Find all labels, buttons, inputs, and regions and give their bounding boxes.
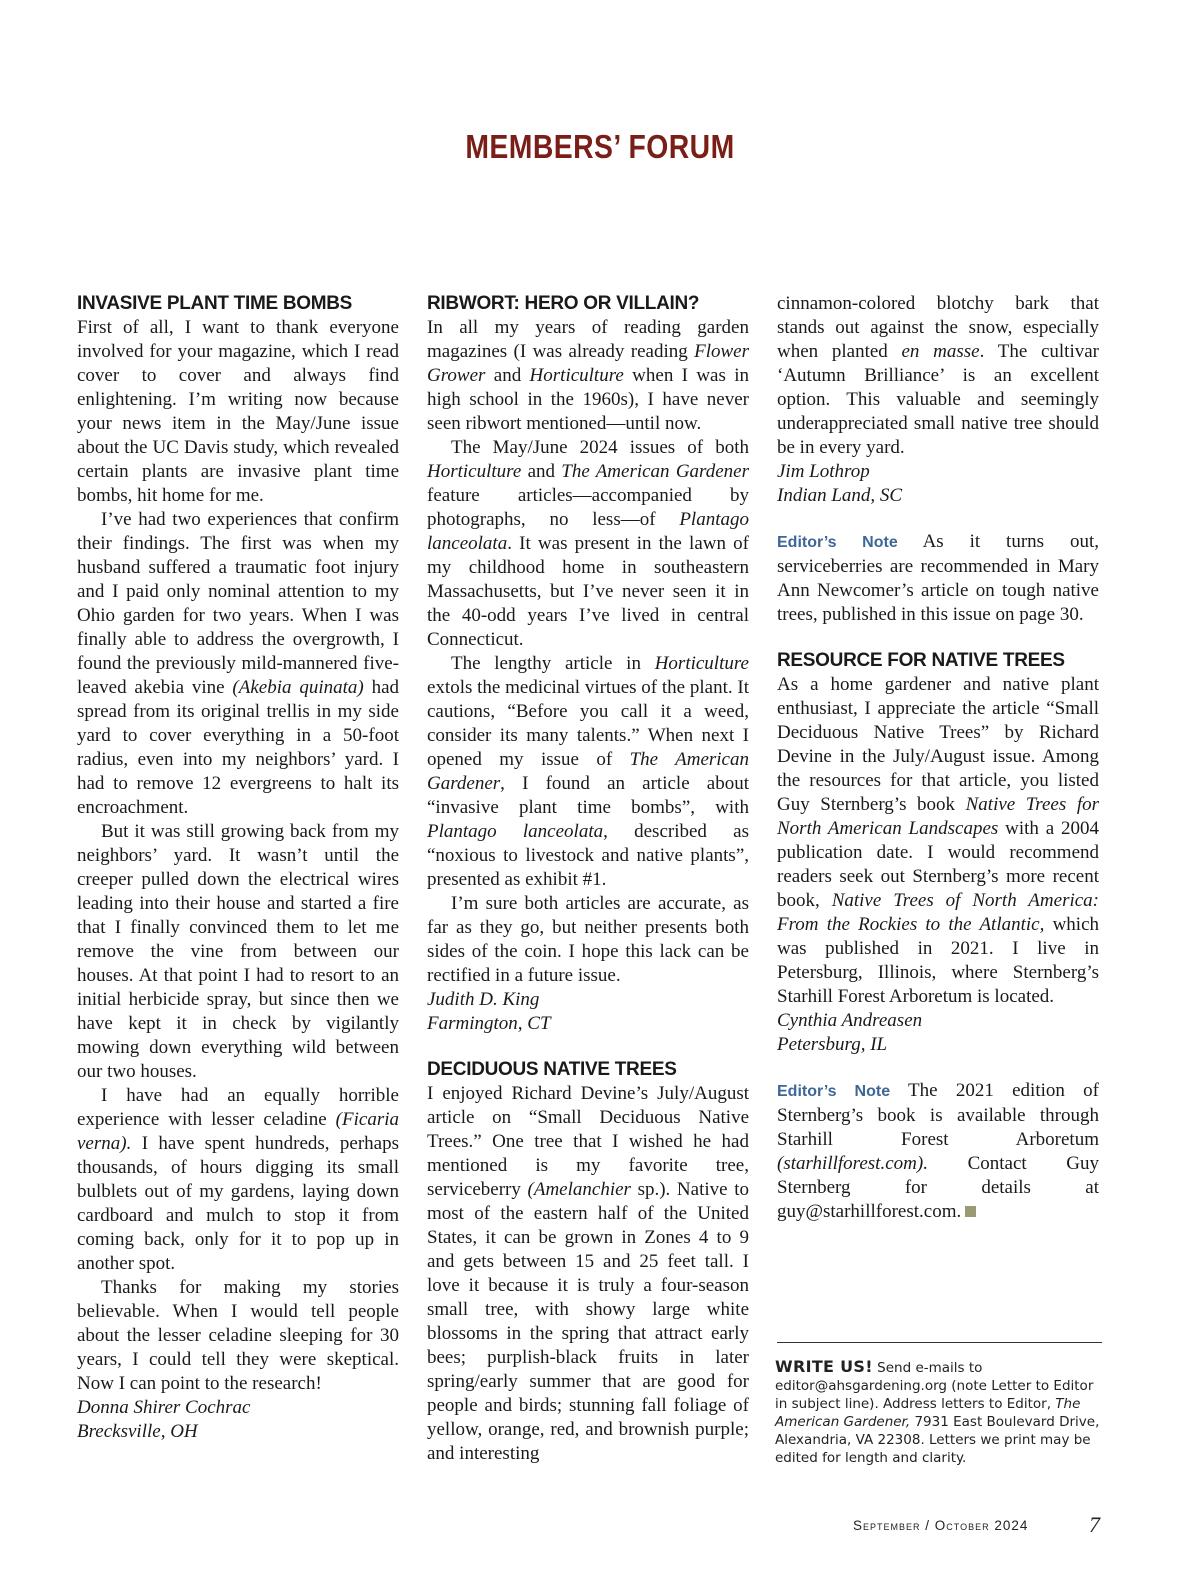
letter-author: Donna Shirer Cochrac: [77, 1397, 251, 1418]
column-1: [77, 292, 399, 1444]
write-us-label: WRITE US!: [775, 1357, 873, 1376]
letter-location: Indian Land, SC: [777, 485, 903, 506]
letter-paragraph: First of all, I want to thank everyone involved for your magazine, which I read cover to cover and always find enlightening. I’m writing now because your news item in the May/June issue about the UC Davis study, which revealed certain plants are invasive plant time bombs, hit home for me.: [77, 317, 399, 506]
letter-paragraph: In all my years of reading garden magazines (I was already reading Flower Grower and Horticulture when I was in high school in the 1960s), I have never seen ribwort mentioned—until now.: [427, 317, 750, 434]
page-number: 7: [1089, 1512, 1100, 1537]
letter-paragraph: cinnamon-colored blotchy bark that stands out against the snow, especially when planted en masse. The cultivar ‘Autumn Brilliance’ is an excellent option. This valuable and seemingly underappreciated small native tree should be in every yard.: [777, 293, 1099, 458]
letter-paragraph: The lengthy article in Horticulture extols the medicinal virtues of the plant. It cautions, “Before you call it a weed, consider its many talents.” When next I opened my issue of The American Gardener, I found an article about “invasive plant time bombs”, with Plantago lanceolata, described as “noxious to livestock and native plants”, presented as exhibit #1.: [427, 653, 749, 890]
letter-author: Cynthia Andreasen: [777, 1010, 923, 1031]
letter-paragraph: But it was still growing back from my neighbors’ yard. It wasn’t until the creeper pulled down the electrical wires leading into their house and started a fire that I finally convinced them to let me remove the vine from between our houses. At that point I had to resort to an initial herbicide spray, but since then we have kept it in check by vigilantly mowing down everything wild between our two houses.: [77, 821, 399, 1082]
page-title: MEMBERS’ FORUM: [465, 128, 735, 165]
species-name: (Akebia quinata): [232, 677, 364, 698]
end-of-article-icon: [965, 1206, 976, 1217]
editor-note-label: Editor’s Note: [777, 1083, 891, 1100]
letter-location: Petersburg, IL: [777, 1034, 888, 1055]
column-2: [427, 292, 749, 1466]
editor-note: Editor’s Note As it turns out, serviceberries are recommended in Mary Ann Newcomer’s article on tough native trees, published in this issue on page 30.: [777, 531, 1099, 625]
column-3: [777, 292, 1099, 1224]
divider: [777, 1342, 1102, 1343]
letter-heading-deciduous: DECIDUOUS NATIVE TREES: [427, 1059, 677, 1080]
species-name: (Ficaria verna).: [77, 1109, 399, 1154]
letter-paragraph: The May/June 2024 issues of both Horticulture and The American Gardener feature articles—accompanied by photographs, no less—of Plantago lanceolata. It was present in the lawn of my childhood home in southeastern Massachusetts, but I’ve never seen it in the 40-odd years I’ve lived in central Connecticut.: [427, 437, 749, 650]
letter-heading-invasive: INVASIVE PLANT TIME BOMBS: [77, 293, 353, 314]
letter-paragraph: As a home gardener and native plant enthusiast, I appreciate the article “Small Deciduous Native Trees” by Richard Devine in the July/August issue. Among the resources for that article, you listed Guy Sternberg’s book Native Trees for North American Landscapes with a 2004 publication date. I would recommend readers seek out Sternberg’s more recent book, Native Trees of North America: From the Rockies to the Atlantic, which was published in 2021. I live in Petersburg, Illinois, where Sternberg’s Starhill Forest Arboretum is located.: [777, 674, 1100, 1007]
letter-paragraph: I have had an equally horrible experience with lesser celadine (Ficaria verna). I have spent hundreds, perhaps thousands, of hours digging its small bulblets out of my gardens, laying down cardboard and mulch to stop it from coming back, only for it to pop up in another spot.: [77, 1085, 399, 1274]
editor-note: Editor’s Note The 2021 edition of Sternberg’s book is available through Starhill Forest Arboretum (starhillforest.com). Contact Guy Sternberg for details at guy@starhillforest.com.: [777, 1080, 1099, 1222]
letter-paragraph: Thanks for making my stories believable. When I would tell people about the lesser celadine sleeping for 30 years, I could tell they were skeptical. Now I can point to the research!: [77, 1277, 399, 1394]
letter-author: Judith D. King: [427, 989, 540, 1010]
letter-paragraph: I’m sure both articles are accurate, as far as they go, but neither presents both sides of the coin. I hope this lack can be rectified in a future issue.: [427, 893, 749, 986]
letter-heading-ribwort: RIBWORT: HERO OR VILLAIN?: [427, 293, 700, 314]
letter-paragraph: I’ve had two experiences that confirm their findings. The first was when my husband suffered a traumatic foot injury and I paid only nominal attention to my Ohio garden for two years. When I was finally able to address the overgrowth, I found the previously mild-mannered five-leaved akebia vine (Akebia quinata) had spread from its original trellis in my side yard to cover everything in a 50-foot radius, even into my neighbors’ yard. I had to remove 12 evergreens to halt its encroachment.: [77, 509, 399, 818]
letter-paragraph: I enjoyed Richard Devine’s July/August article on “Small Deciduous Native Trees.” One tree that I wished he had mentioned is my favorite tree, serviceberry (Amelanchier sp.). Native to most of the eastern half of the United States, it can be grown in Zones 4 to 9 and gets between 15 and 25 feet tall. I love it because it is truly a four-season small tree, with showy large white blossoms in the spring that attract early bees; purplish-black fruits in later spring/early summer that are good for people and birds; stunning fall foliage of yellow, orange, red, and brownish purple; and interesting: [427, 1083, 749, 1464]
letter-heading-resource: RESOURCE FOR NATIVE TREES: [777, 650, 1065, 671]
write-us-box: WRITE US! Send e-mails to editor@ahsgardening.org (note Letter to Editor in subject line). Address letters to Editor, The American Gardener, 7931 East Boulevard Drive, Alexandria, VA 22308. Letters we print may be edited for length and clarity.: [775, 1357, 1100, 1466]
letter-location: Farmington, CT: [427, 1013, 551, 1034]
issue-date: September / October 2024: [853, 1518, 1029, 1533]
letter-author: Jim Lothrop: [777, 461, 870, 482]
editor-note-label: Editor’s Note: [777, 534, 898, 551]
letter-location: Brecksville, OH: [77, 1421, 198, 1442]
